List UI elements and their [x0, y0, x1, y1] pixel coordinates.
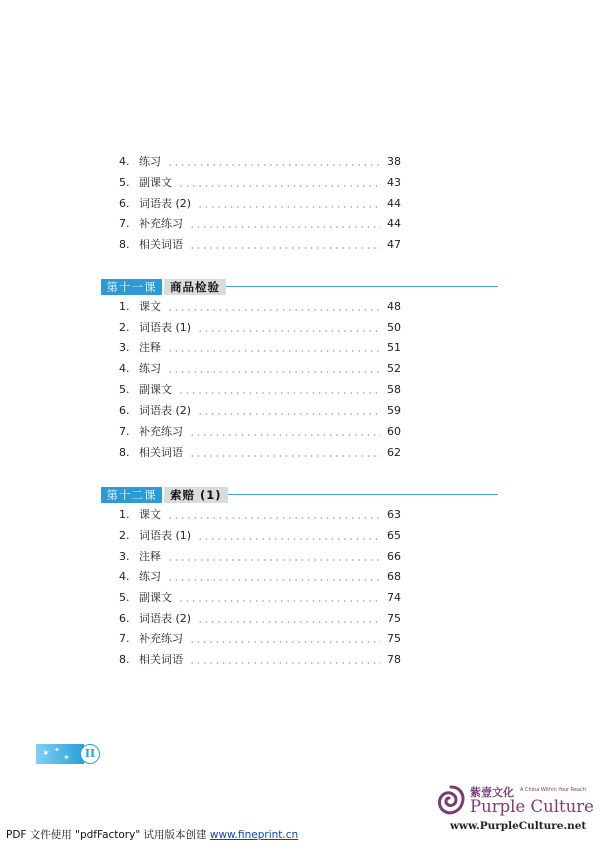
roman-page-number: II [80, 744, 100, 764]
toc-entry-label: 1. 课文 [119, 300, 161, 313]
leader-dots [197, 609, 381, 629]
toc-page-number: 59 [387, 404, 401, 417]
toc-row[interactable] [119, 173, 401, 193]
leader-dots [189, 422, 381, 442]
purple-culture-logo[interactable] [436, 784, 596, 844]
toc-row[interactable] [119, 526, 401, 546]
header-rule [221, 286, 498, 287]
toc-entry-label: 6. 词语表 (2) [119, 612, 192, 625]
toc-entry-label: 6. 词语表 (2) [119, 404, 192, 417]
lesson-badge: 第十一课 [101, 279, 162, 295]
toc-row[interactable] [119, 650, 401, 670]
leader-dots [178, 588, 381, 608]
toc-entry-label: 3. 注释 [119, 550, 161, 563]
leader-dots [189, 443, 381, 463]
leader-dots [167, 359, 381, 379]
toc-row[interactable] [119, 629, 401, 649]
leader-dots [189, 650, 381, 670]
toc-entry-label: 8. 相关词语 [119, 446, 183, 459]
logo-tagline: A China Within Your Reach [520, 787, 586, 793]
leader-dots [167, 505, 381, 525]
toc-page-number: 78 [387, 653, 401, 666]
leader-dots [197, 401, 381, 421]
header-rule [221, 494, 498, 495]
toc-entry-label: 6. 词语表 (2) [119, 197, 192, 210]
toc-page-number: 60 [387, 425, 401, 438]
leader-dots [197, 194, 381, 214]
toc-page-number: 65 [387, 529, 401, 542]
toc-entry-label: 5. 副课文 [119, 383, 172, 396]
toc-row[interactable] [119, 401, 401, 421]
toc-page-number: 62 [387, 446, 401, 459]
toc-row[interactable] [119, 547, 401, 567]
toc-row[interactable] [119, 194, 401, 214]
leader-dots [167, 152, 381, 172]
lesson-title: 商品检验 [164, 279, 226, 295]
toc-page-number: 66 [387, 550, 401, 563]
toc-page-number: 43 [387, 176, 401, 189]
lesson-title: 索赔 (1) [164, 487, 228, 503]
sparkle-icon: ✶ [42, 749, 50, 759]
toc-row[interactable] [119, 609, 401, 629]
toc-entry-label: 7. 补充练习 [119, 217, 183, 230]
toc-row[interactable] [119, 443, 401, 463]
leader-dots [178, 173, 381, 193]
watermark-link[interactable]: www.fineprint.cn [209, 829, 299, 841]
leader-dots [189, 629, 381, 649]
toc-row[interactable] [119, 422, 401, 442]
sparkle-icon: ✦ [54, 746, 60, 754]
leader-dots [178, 380, 381, 400]
toc-entry-label: 2. 词语表 (1) [119, 529, 192, 542]
toc-row[interactable] [119, 235, 401, 255]
toc-page-number: 68 [387, 570, 401, 583]
toc-entry-label: 4. 练习 [119, 570, 161, 583]
logo-chinese-name: 紫壹文化 [470, 786, 514, 799]
lesson-11-header [101, 279, 498, 295]
toc-page-number: 75 [387, 612, 401, 625]
toc-row[interactable] [119, 297, 401, 317]
toc-entry-label: 8. 相关词语 [119, 238, 183, 251]
toc-page-number: 51 [387, 341, 401, 354]
toc-row[interactable] [119, 152, 401, 172]
toc-row[interactable] [119, 214, 401, 234]
leader-dots [167, 338, 381, 358]
logo-url[interactable]: www.PurpleCulture.net [450, 820, 587, 832]
toc-entry-label: 3. 注释 [119, 341, 161, 354]
toc-page-number: 47 [387, 238, 401, 251]
toc-page-number: 75 [387, 632, 401, 645]
toc-page-number: 52 [387, 362, 401, 375]
toc-entry-label: 4. 练习 [119, 362, 161, 375]
toc-row[interactable] [119, 338, 401, 358]
toc-entry-label: 5. 副课文 [119, 591, 172, 604]
leader-dots [197, 526, 381, 546]
toc-entry-label: 4. 练习 [119, 155, 161, 168]
sparkle-icon: ✶ [63, 753, 70, 762]
page-number-badge [36, 744, 98, 764]
toc-page-number: 44 [387, 197, 401, 210]
toc-row[interactable] [119, 380, 401, 400]
toc-page-number: 44 [387, 217, 401, 230]
logo-english-name: Purple Culture [470, 797, 594, 816]
leader-dots [189, 235, 381, 255]
toc-entry-label: 1. 课文 [119, 508, 161, 521]
toc-row[interactable] [119, 318, 401, 338]
toc-entry-label: 7. 补充练习 [119, 632, 183, 645]
pdf-watermark [6, 827, 298, 842]
toc-page-number: 38 [387, 155, 401, 168]
toc-entry-label: 7. 补充练习 [119, 425, 183, 438]
toc-row[interactable] [119, 505, 401, 525]
toc-entry-label: 5. 副课文 [119, 176, 172, 189]
leader-dots [189, 214, 381, 234]
toc-row[interactable] [119, 588, 401, 608]
swirl-logo-icon [436, 784, 466, 818]
toc-entry-label: 8. 相关词语 [119, 653, 183, 666]
lesson-12-header [101, 487, 498, 503]
leader-dots [167, 567, 381, 587]
toc-page-number: 63 [387, 508, 401, 521]
lesson-badge: 第十二课 [101, 487, 162, 503]
toc-row[interactable] [119, 567, 401, 587]
toc-page-number: 48 [387, 300, 401, 313]
toc-page-number: 74 [387, 591, 401, 604]
toc-row[interactable] [119, 359, 401, 379]
toc-page-number: 58 [387, 383, 401, 396]
toc-page-number: 50 [387, 321, 401, 334]
leader-dots [167, 297, 381, 317]
watermark-text: PDF 文件使用 "pdfFactory" 试用版本创建 [6, 829, 210, 841]
toc-entry-label: 2. 词语表 (1) [119, 321, 192, 334]
leader-dots [197, 318, 381, 338]
leader-dots [167, 547, 381, 567]
